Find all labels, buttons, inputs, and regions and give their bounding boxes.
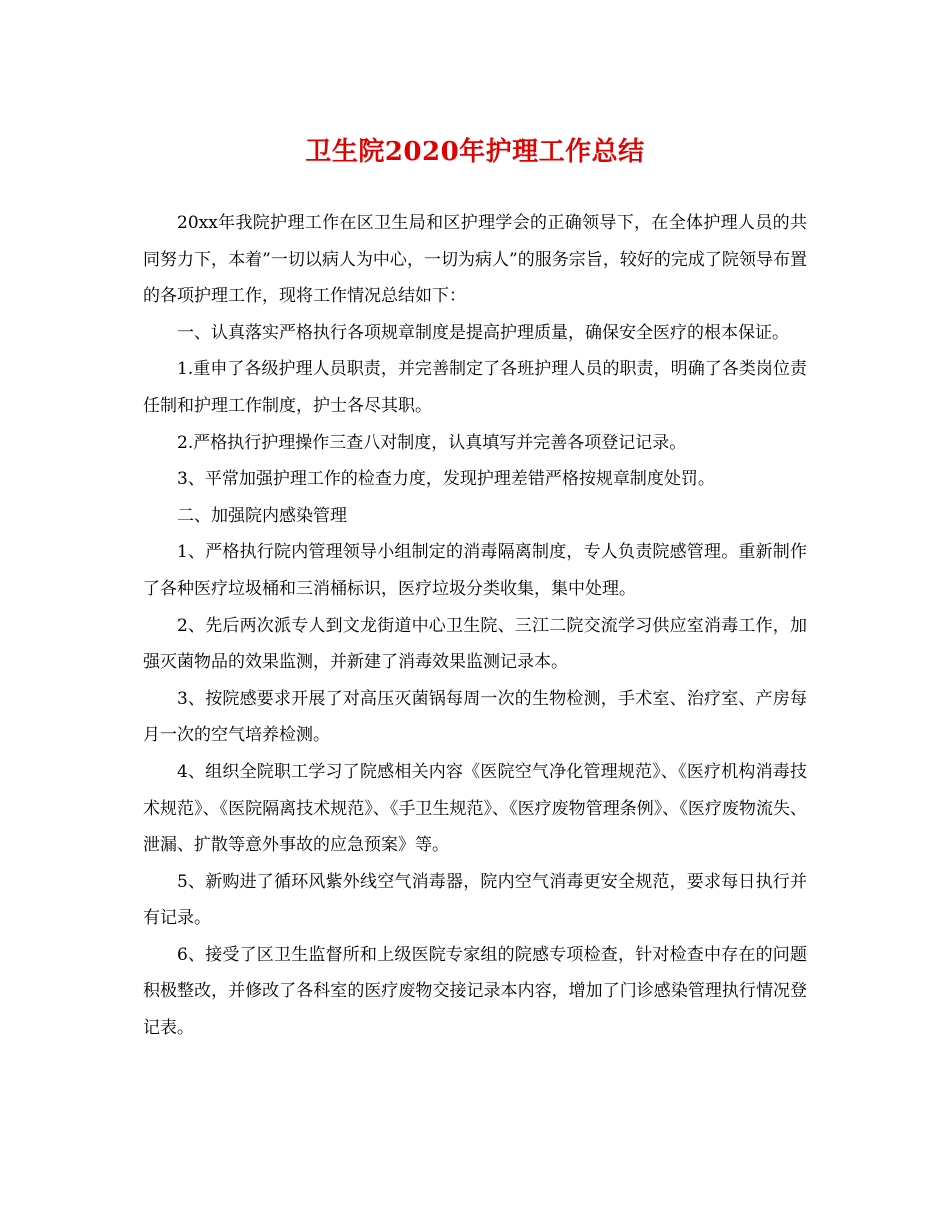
paragraph-item: 1.重申了各级护理人员职责，并完善制定了各班护理人员的职责，明确了各类岗位责任制和护理工作制度，护士各尽其职。 (143, 359, 807, 416)
paragraph-item: 1、严格执行院内管理领导小组制定的消毒隔离制度，专人负责院感管理。重新制作了各种医疗垃圾桶和三消桶标识，医疗垃圾分类收集，集中处理。 (143, 542, 807, 599)
paragraph-item: 3、按院感要求开展了对高压灭菌锅每周一次的生物检测，手术室、治疗室、产房每月一次的空气培养检测。 (143, 688, 807, 746)
paragraph-item: 6、接受了区卫生监督所和上级医院专家组的院感专项检查，针对检查中存在的问题积极整改，并修改了各科室的医疗废物交接记录本内容，增加了门诊感染管理执行情况登记表。 (143, 944, 807, 1039)
paragraph-section-1-heading: 一、认真落实严格执行各项规章制度是提高护理质量，确保安全医疗的根本保证。 (177, 322, 789, 343)
document-body (143, 205, 807, 1047)
document-title: 卫生院2020年护理工作总结 (305, 137, 645, 167)
paragraph-intro: 20xx年我院护理工作在区卫生局和区护理学会的正确领导下，在全体护理人员的共同努力下，本着”一切以病人为中心，一切为病人”的服务宗旨，较好的完成了院领导布置的各项护理工作，现将工作情况总结如下： (143, 213, 807, 307)
paragraph-item: 2、先后两次派专人到文龙街道中心卫生院、三江二院交流学习供应室消毒工作，加强灭菌物品的效果监测，并新建了消毒效果监测记录本。 (143, 615, 807, 673)
paragraph-item: 3、平常加强护理工作的检查力度，发现护理差错严格按规章制度处罚。 (177, 469, 715, 490)
paragraph-item: 4、组织全院职工学习了院感相关内容《医院空气净化管理规范》、《医疗机构消毒技术规范》、《医院隔离技术规范》、《手卫生规范》、《医疗废物管理条例》、《医疗废物流失、泄漏、扩散等意外事故的应急预案》等。 (143, 761, 807, 856)
paragraph-item: 2.严格执行护理操作三查八对制度，认真填写并完善各项登记记录。 (177, 432, 687, 453)
paragraph-section-2-heading: 二、加强院内感染管理 (177, 505, 347, 526)
paragraph-item: 5、新购进了循环风紫外线空气消毒器，院内空气消毒更安全规范，要求每日执行并有记录。 (143, 871, 807, 929)
